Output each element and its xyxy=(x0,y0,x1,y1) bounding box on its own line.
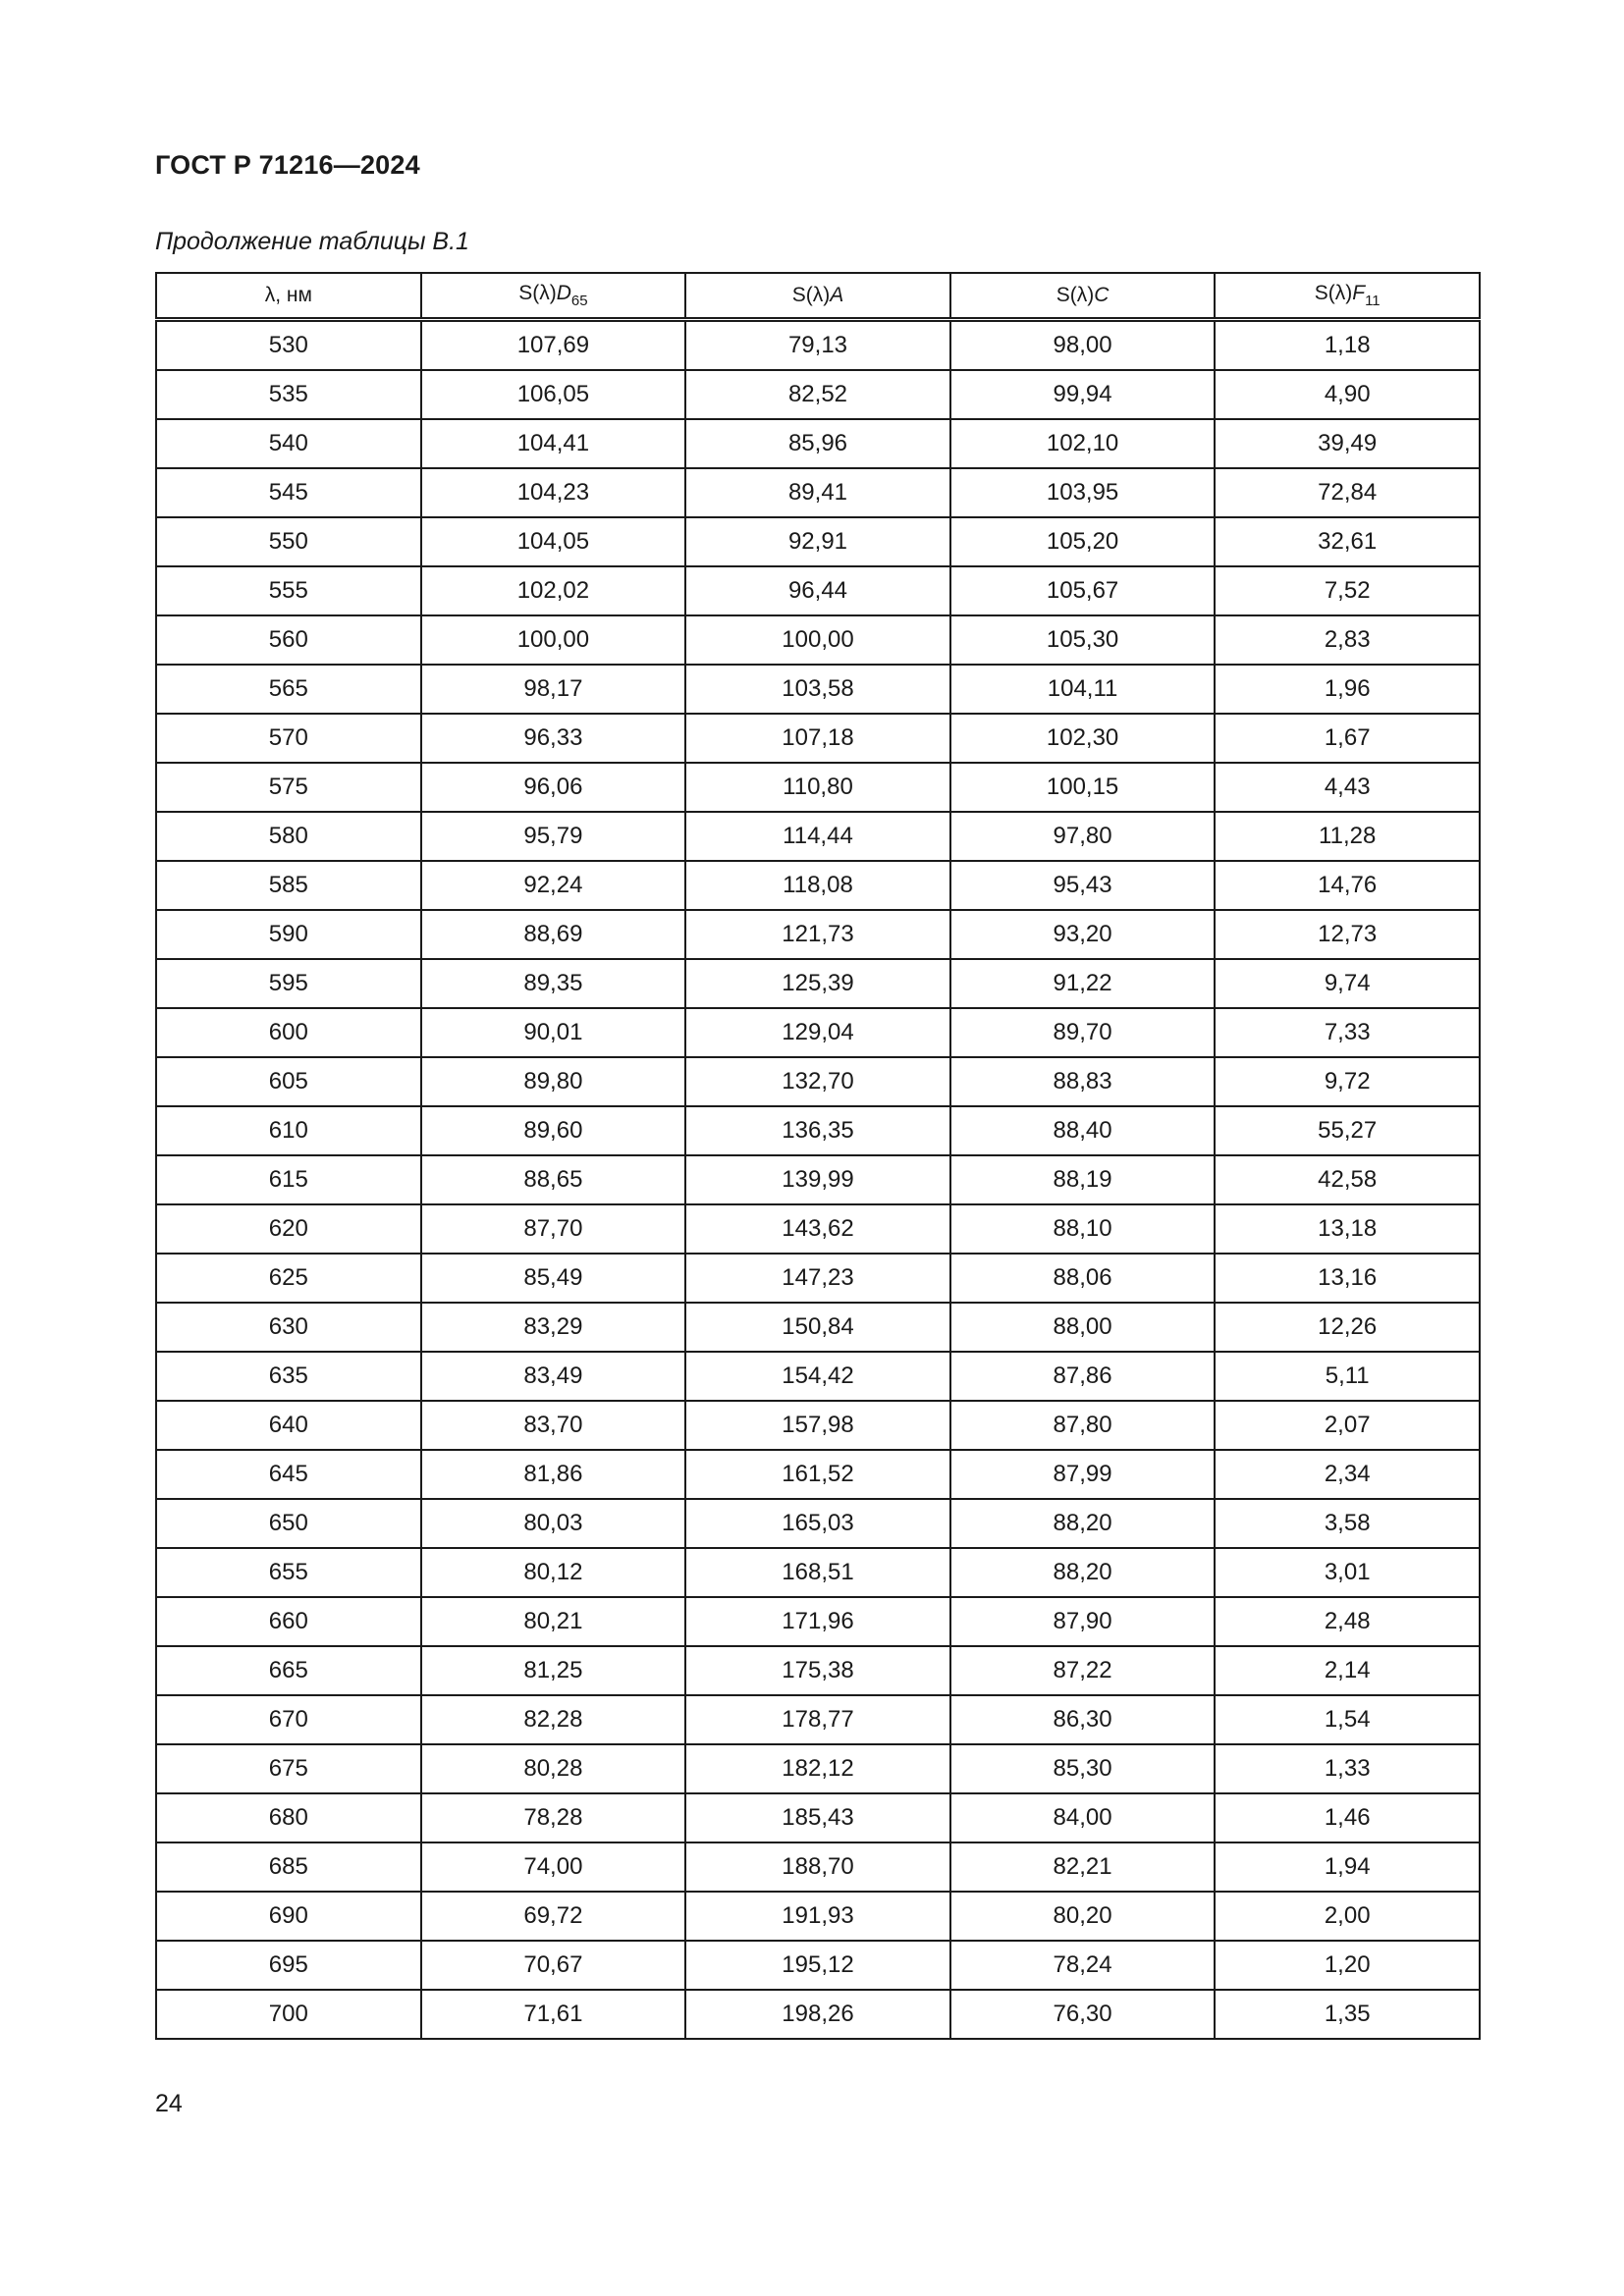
table-cell: 32,61 xyxy=(1215,517,1480,566)
table-cell: 84,00 xyxy=(950,1793,1216,1842)
table-cell: 545 xyxy=(156,468,421,517)
table-cell: 7,33 xyxy=(1215,1008,1480,1057)
table-row xyxy=(156,1204,1480,1254)
table-cell: 97,80 xyxy=(950,812,1216,861)
table-cell: 585 xyxy=(156,861,421,910)
table-cell: 1,20 xyxy=(1215,1941,1480,1990)
column-header-c xyxy=(950,273,1216,320)
table-cell: 157,98 xyxy=(685,1401,950,1450)
table-cell: 139,99 xyxy=(685,1155,950,1204)
table-cell: 82,21 xyxy=(950,1842,1216,1892)
table-cell: 1,18 xyxy=(1215,320,1480,371)
table-cell: 98,00 xyxy=(950,320,1216,371)
table-row xyxy=(156,1057,1480,1106)
table-cell: 2,83 xyxy=(1215,615,1480,665)
table-row xyxy=(156,910,1480,959)
table-cell: 88,10 xyxy=(950,1204,1216,1254)
table-cell: 690 xyxy=(156,1892,421,1941)
table-row xyxy=(156,1941,1480,1990)
table-cell: 7,52 xyxy=(1215,566,1480,615)
table-cell: 2,00 xyxy=(1215,1892,1480,1941)
table-cell: 92,24 xyxy=(421,861,686,910)
table-cell: 185,43 xyxy=(685,1793,950,1842)
table-cell: 76,30 xyxy=(950,1990,1216,2039)
table-cell: 86,30 xyxy=(950,1695,1216,1744)
table-cell: 82,52 xyxy=(685,370,950,419)
table-cell: 81,25 xyxy=(421,1646,686,1695)
table-cell: 72,84 xyxy=(1215,468,1480,517)
table-cell: 2,34 xyxy=(1215,1450,1480,1499)
table-cell: 71,61 xyxy=(421,1990,686,2039)
table-cell: 178,77 xyxy=(685,1695,950,1744)
table-row xyxy=(156,468,1480,517)
column-header-variable: F xyxy=(1352,282,1366,304)
table-cell: 700 xyxy=(156,1990,421,2039)
table-row xyxy=(156,1793,1480,1842)
column-header-variable: A xyxy=(830,284,844,306)
table-cell: 88,40 xyxy=(950,1106,1216,1155)
table-cell: 96,33 xyxy=(421,714,686,763)
table-cell: 88,19 xyxy=(950,1155,1216,1204)
table-cell: 100,00 xyxy=(421,615,686,665)
table-cell: 2,07 xyxy=(1215,1401,1480,1450)
table-row xyxy=(156,320,1480,371)
column-header-variable: C xyxy=(1094,284,1110,306)
table-cell: 645 xyxy=(156,1450,421,1499)
table-row xyxy=(156,1499,1480,1548)
table-row xyxy=(156,1646,1480,1695)
table-row xyxy=(156,370,1480,419)
table-cell: 88,83 xyxy=(950,1057,1216,1106)
table-cell: 175,38 xyxy=(685,1646,950,1695)
table-cell: 88,20 xyxy=(950,1548,1216,1597)
table-cell: 89,70 xyxy=(950,1008,1216,1057)
table-cell: 182,12 xyxy=(685,1744,950,1793)
table-cell: 150,84 xyxy=(685,1303,950,1352)
table-cell: 92,91 xyxy=(685,517,950,566)
table-row xyxy=(156,1597,1480,1646)
table-row xyxy=(156,861,1480,910)
table-cell: 13,18 xyxy=(1215,1204,1480,1254)
table-cell: 107,18 xyxy=(685,714,950,763)
table-row xyxy=(156,1744,1480,1793)
table-cell: 11,28 xyxy=(1215,812,1480,861)
table-cell: 580 xyxy=(156,812,421,861)
table-row xyxy=(156,812,1480,861)
table-cell: 1,46 xyxy=(1215,1793,1480,1842)
table-row xyxy=(156,1990,1480,2039)
table-cell: 4,43 xyxy=(1215,763,1480,812)
table-cell: 165,03 xyxy=(685,1499,950,1548)
table-row xyxy=(156,1303,1480,1352)
table-row xyxy=(156,1892,1480,1941)
table-row xyxy=(156,959,1480,1008)
table-cell: 665 xyxy=(156,1646,421,1695)
table-cell: 640 xyxy=(156,1401,421,1450)
table-cell: 570 xyxy=(156,714,421,763)
table-cell: 136,35 xyxy=(685,1106,950,1155)
table-cell: 85,49 xyxy=(421,1254,686,1303)
table-cell: 680 xyxy=(156,1793,421,1842)
table-cell: 104,11 xyxy=(950,665,1216,714)
table-cell: 2,14 xyxy=(1215,1646,1480,1695)
table-cell: 70,67 xyxy=(421,1941,686,1990)
table-cell: 655 xyxy=(156,1548,421,1597)
table-row xyxy=(156,1401,1480,1450)
table-cell: 87,70 xyxy=(421,1204,686,1254)
table-cell: 3,58 xyxy=(1215,1499,1480,1548)
table-cell: 630 xyxy=(156,1303,421,1352)
table-cell: 78,28 xyxy=(421,1793,686,1842)
table-cell: 620 xyxy=(156,1204,421,1254)
table-cell: 83,70 xyxy=(421,1401,686,1450)
table-cell: 535 xyxy=(156,370,421,419)
table-cell: 102,02 xyxy=(421,566,686,615)
table-row xyxy=(156,665,1480,714)
table-cell: 2,48 xyxy=(1215,1597,1480,1646)
table-cell: 14,76 xyxy=(1215,861,1480,910)
table-cell: 106,05 xyxy=(421,370,686,419)
table-row xyxy=(156,1008,1480,1057)
table-cell: 88,65 xyxy=(421,1155,686,1204)
table-cell: 685 xyxy=(156,1842,421,1892)
table-cell: 89,35 xyxy=(421,959,686,1008)
table-cell: 4,90 xyxy=(1215,370,1480,419)
table-cell: 87,86 xyxy=(950,1352,1216,1401)
table-cell: 530 xyxy=(156,320,421,371)
table-cell: 80,28 xyxy=(421,1744,686,1793)
column-header-prefix: S(λ) xyxy=(518,282,557,304)
table-cell: 595 xyxy=(156,959,421,1008)
table-row xyxy=(156,763,1480,812)
table-cell: 195,12 xyxy=(685,1941,950,1990)
table-cell: 98,17 xyxy=(421,665,686,714)
table-cell: 89,80 xyxy=(421,1057,686,1106)
table-cell: 90,01 xyxy=(421,1008,686,1057)
table-cell: 635 xyxy=(156,1352,421,1401)
table-row xyxy=(156,1450,1480,1499)
table-cell: 171,96 xyxy=(685,1597,950,1646)
table-cell: 13,16 xyxy=(1215,1254,1480,1303)
table-cell: 555 xyxy=(156,566,421,615)
table-cell: 695 xyxy=(156,1941,421,1990)
table-cell: 540 xyxy=(156,419,421,468)
table-cell: 9,74 xyxy=(1215,959,1480,1008)
table-row xyxy=(156,1842,1480,1892)
table-cell: 105,67 xyxy=(950,566,1216,615)
table-cell: 5,11 xyxy=(1215,1352,1480,1401)
table-caption: Продолжение таблицы В.1 xyxy=(155,228,469,255)
table-cell: 80,20 xyxy=(950,1892,1216,1941)
table-cell: 95,43 xyxy=(950,861,1216,910)
table-cell: 600 xyxy=(156,1008,421,1057)
table-cell: 625 xyxy=(156,1254,421,1303)
table-cell: 88,69 xyxy=(421,910,686,959)
column-header-prefix: S(λ) xyxy=(1056,284,1095,306)
table-cell: 575 xyxy=(156,763,421,812)
table-cell: 74,00 xyxy=(421,1842,686,1892)
column-header-subscript: 65 xyxy=(570,293,588,309)
table-cell: 95,79 xyxy=(421,812,686,861)
table-cell: 89,41 xyxy=(685,468,950,517)
table-cell: 605 xyxy=(156,1057,421,1106)
column-header-subscript: 11 xyxy=(1365,293,1380,309)
table-cell: 82,28 xyxy=(421,1695,686,1744)
table-cell: 80,03 xyxy=(421,1499,686,1548)
table-cell: 105,20 xyxy=(950,517,1216,566)
table-cell: 102,30 xyxy=(950,714,1216,763)
table-cell: 55,27 xyxy=(1215,1106,1480,1155)
table-row xyxy=(156,1254,1480,1303)
table-cell: 88,06 xyxy=(950,1254,1216,1303)
table-header-row xyxy=(156,273,1480,320)
table-cell: 103,58 xyxy=(685,665,950,714)
table-cell: 91,22 xyxy=(950,959,1216,1008)
column-header-a xyxy=(685,273,950,320)
table-cell: 12,73 xyxy=(1215,910,1480,959)
table-cell: 80,12 xyxy=(421,1548,686,1597)
table-row xyxy=(156,419,1480,468)
table-cell: 105,30 xyxy=(950,615,1216,665)
table-cell: 107,69 xyxy=(421,320,686,371)
table-cell: 100,00 xyxy=(685,615,950,665)
column-header-prefix: S(λ) xyxy=(1314,282,1353,304)
table-cell: 87,99 xyxy=(950,1450,1216,1499)
table-cell: 104,23 xyxy=(421,468,686,517)
table-cell: 87,80 xyxy=(950,1401,1216,1450)
column-header-prefix: S(λ) xyxy=(791,284,831,306)
table-cell: 114,44 xyxy=(685,812,950,861)
table-row xyxy=(156,517,1480,566)
table-cell: 85,30 xyxy=(950,1744,1216,1793)
table-row xyxy=(156,1352,1480,1401)
table-cell: 85,96 xyxy=(685,419,950,468)
table-cell: 78,24 xyxy=(950,1941,1216,1990)
table-cell: 12,26 xyxy=(1215,1303,1480,1352)
table-cell: 9,72 xyxy=(1215,1057,1480,1106)
table-cell: 125,39 xyxy=(685,959,950,1008)
table-cell: 87,22 xyxy=(950,1646,1216,1695)
table-cell: 168,51 xyxy=(685,1548,950,1597)
table-cell: 660 xyxy=(156,1597,421,1646)
table-cell: 39,49 xyxy=(1215,419,1480,468)
table-cell: 191,93 xyxy=(685,1892,950,1941)
page-number: 24 xyxy=(155,2090,183,2117)
table-row xyxy=(156,615,1480,665)
table-cell: 88,20 xyxy=(950,1499,1216,1548)
column-header-variable: D xyxy=(556,282,571,304)
table-cell: 93,20 xyxy=(950,910,1216,959)
table-cell: 103,95 xyxy=(950,468,1216,517)
table-row xyxy=(156,1695,1480,1744)
table-row xyxy=(156,1155,1480,1204)
table-cell: 132,70 xyxy=(685,1057,950,1106)
table-cell: 154,42 xyxy=(685,1352,950,1401)
table-cell: 118,08 xyxy=(685,861,950,910)
table-cell: 161,52 xyxy=(685,1450,950,1499)
table-cell: 610 xyxy=(156,1106,421,1155)
table-cell: 102,10 xyxy=(950,419,1216,468)
table-cell: 198,26 xyxy=(685,1990,950,2039)
table-row xyxy=(156,566,1480,615)
table-cell: 121,73 xyxy=(685,910,950,959)
table-cell: 88,00 xyxy=(950,1303,1216,1352)
table-cell: 1,96 xyxy=(1215,665,1480,714)
table-cell: 104,05 xyxy=(421,517,686,566)
table-cell: 615 xyxy=(156,1155,421,1204)
column-header-wavelength xyxy=(156,273,421,320)
table-cell: 675 xyxy=(156,1744,421,1793)
table-cell: 143,62 xyxy=(685,1204,950,1254)
table-cell: 1,67 xyxy=(1215,714,1480,763)
table-cell: 3,01 xyxy=(1215,1548,1480,1597)
table-cell: 96,44 xyxy=(685,566,950,615)
table-cell: 79,13 xyxy=(685,320,950,371)
column-header-d65 xyxy=(421,273,686,320)
table-body xyxy=(156,320,1480,2040)
table-cell: 147,23 xyxy=(685,1254,950,1303)
table-row xyxy=(156,714,1480,763)
table-cell: 670 xyxy=(156,1695,421,1744)
table-cell: 83,49 xyxy=(421,1352,686,1401)
table-cell: 42,58 xyxy=(1215,1155,1480,1204)
table-cell: 590 xyxy=(156,910,421,959)
table-cell: 110,80 xyxy=(685,763,950,812)
table-cell: 550 xyxy=(156,517,421,566)
column-header-f11 xyxy=(1215,273,1480,320)
table-cell: 1,94 xyxy=(1215,1842,1480,1892)
table-cell: 188,70 xyxy=(685,1842,950,1892)
table-cell: 650 xyxy=(156,1499,421,1548)
table-cell: 69,72 xyxy=(421,1892,686,1941)
table-cell: 1,33 xyxy=(1215,1744,1480,1793)
table-cell: 96,06 xyxy=(421,763,686,812)
table-cell: 87,90 xyxy=(950,1597,1216,1646)
table-cell: 89,60 xyxy=(421,1106,686,1155)
table-cell: 104,41 xyxy=(421,419,686,468)
spectral-data-table xyxy=(155,272,1481,2040)
table-cell: 100,15 xyxy=(950,763,1216,812)
table-cell: 99,94 xyxy=(950,370,1216,419)
table-row xyxy=(156,1548,1480,1597)
table-cell: 1,35 xyxy=(1215,1990,1480,2039)
table-cell: 1,54 xyxy=(1215,1695,1480,1744)
table-cell: 81,86 xyxy=(421,1450,686,1499)
column-header-label: λ, нм xyxy=(264,284,312,306)
document-header: ГОСТ Р 71216—2024 xyxy=(155,150,420,180)
table-cell: 129,04 xyxy=(685,1008,950,1057)
table-cell: 565 xyxy=(156,665,421,714)
table-row xyxy=(156,1106,1480,1155)
table-cell: 560 xyxy=(156,615,421,665)
table-cell: 80,21 xyxy=(421,1597,686,1646)
table-cell: 83,29 xyxy=(421,1303,686,1352)
